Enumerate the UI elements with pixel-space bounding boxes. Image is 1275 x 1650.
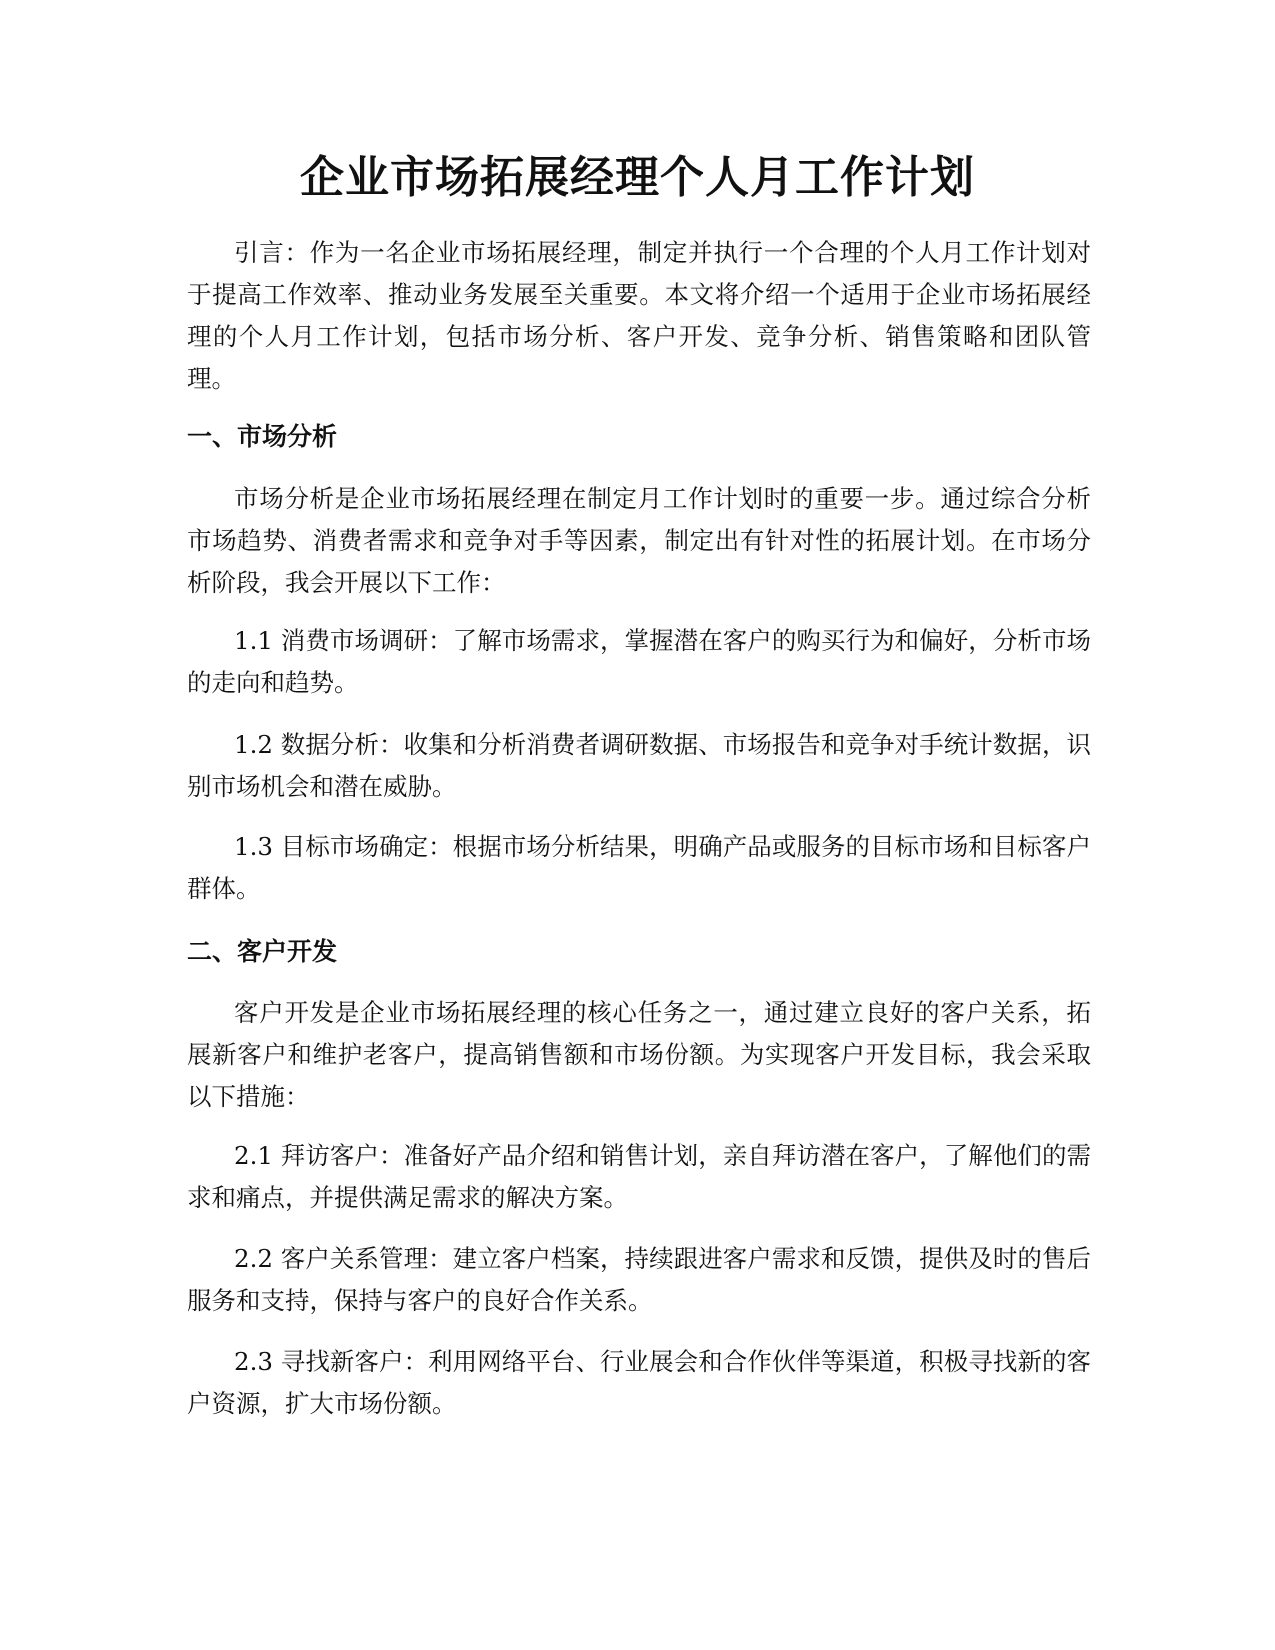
section-heading-customer-development: 二、客户开发: [187, 937, 338, 966]
market-analysis-item-1-2: 1.2 数据分析：收集和分析消费者调研数据、市场报告和竞争对手统计数据，识别市场机会和潜在威胁。: [187, 730, 1091, 801]
market-analysis-item-1-3: 1.3 目标市场确定：根据市场分析结果，明确产品或服务的目标市场和目标客户群体。: [187, 832, 1091, 903]
market-analysis-paragraph: 市场分析是企业市场拓展经理在制定月工作计划时的重要一步。通过综合分析市场趋势、消费者需求和竞争对手等因素，制定出有针对性的拓展计划。在市场分析阶段，我会开展以下工作：: [187, 484, 1091, 597]
market-analysis-item-1-1: 1.1 消费市场调研：了解市场需求，掌握潜在客户的购买行为和偏好，分析市场的走向和趋势。: [187, 626, 1091, 697]
customer-development-item-2-2: 2.2 客户关系管理：建立客户档案，持续跟进客户需求和反馈，提供及时的售后服务和支持，保持与客户的良好合作关系。: [187, 1244, 1091, 1315]
section-heading-market-analysis: 一、市场分析: [187, 422, 338, 451]
customer-development-paragraph: 客户开发是企业市场拓展经理的核心任务之一，通过建立良好的客户关系，拓展新客户和维护老客户，提高销售额和市场份额。为实现客户开发目标，我会采取以下措施：: [187, 998, 1091, 1111]
document-title: 企业市场拓展经理个人月工作计划: [300, 152, 975, 203]
intro-paragraph: 引言：作为一名企业市场拓展经理，制定并执行一个合理的个人月工作计划对于提高工作效率、推动业务发展至关重要。本文将介绍一个适用于企业市场拓展经理的个人月工作计划，包括市场分析、客户开发、竞争分析、销售策略和团队管理。: [187, 238, 1091, 393]
customer-development-item-2-1: 2.1 拜访客户：准备好产品介绍和销售计划，亲自拜访潜在客户，了解他们的需求和痛点，并提供满足需求的解决方案。: [187, 1141, 1091, 1212]
customer-development-item-2-3: 2.3 寻找新客户：利用网络平台、行业展会和合作伙伴等渠道，积极寻找新的客户资源，扩大市场份额。: [187, 1347, 1091, 1418]
